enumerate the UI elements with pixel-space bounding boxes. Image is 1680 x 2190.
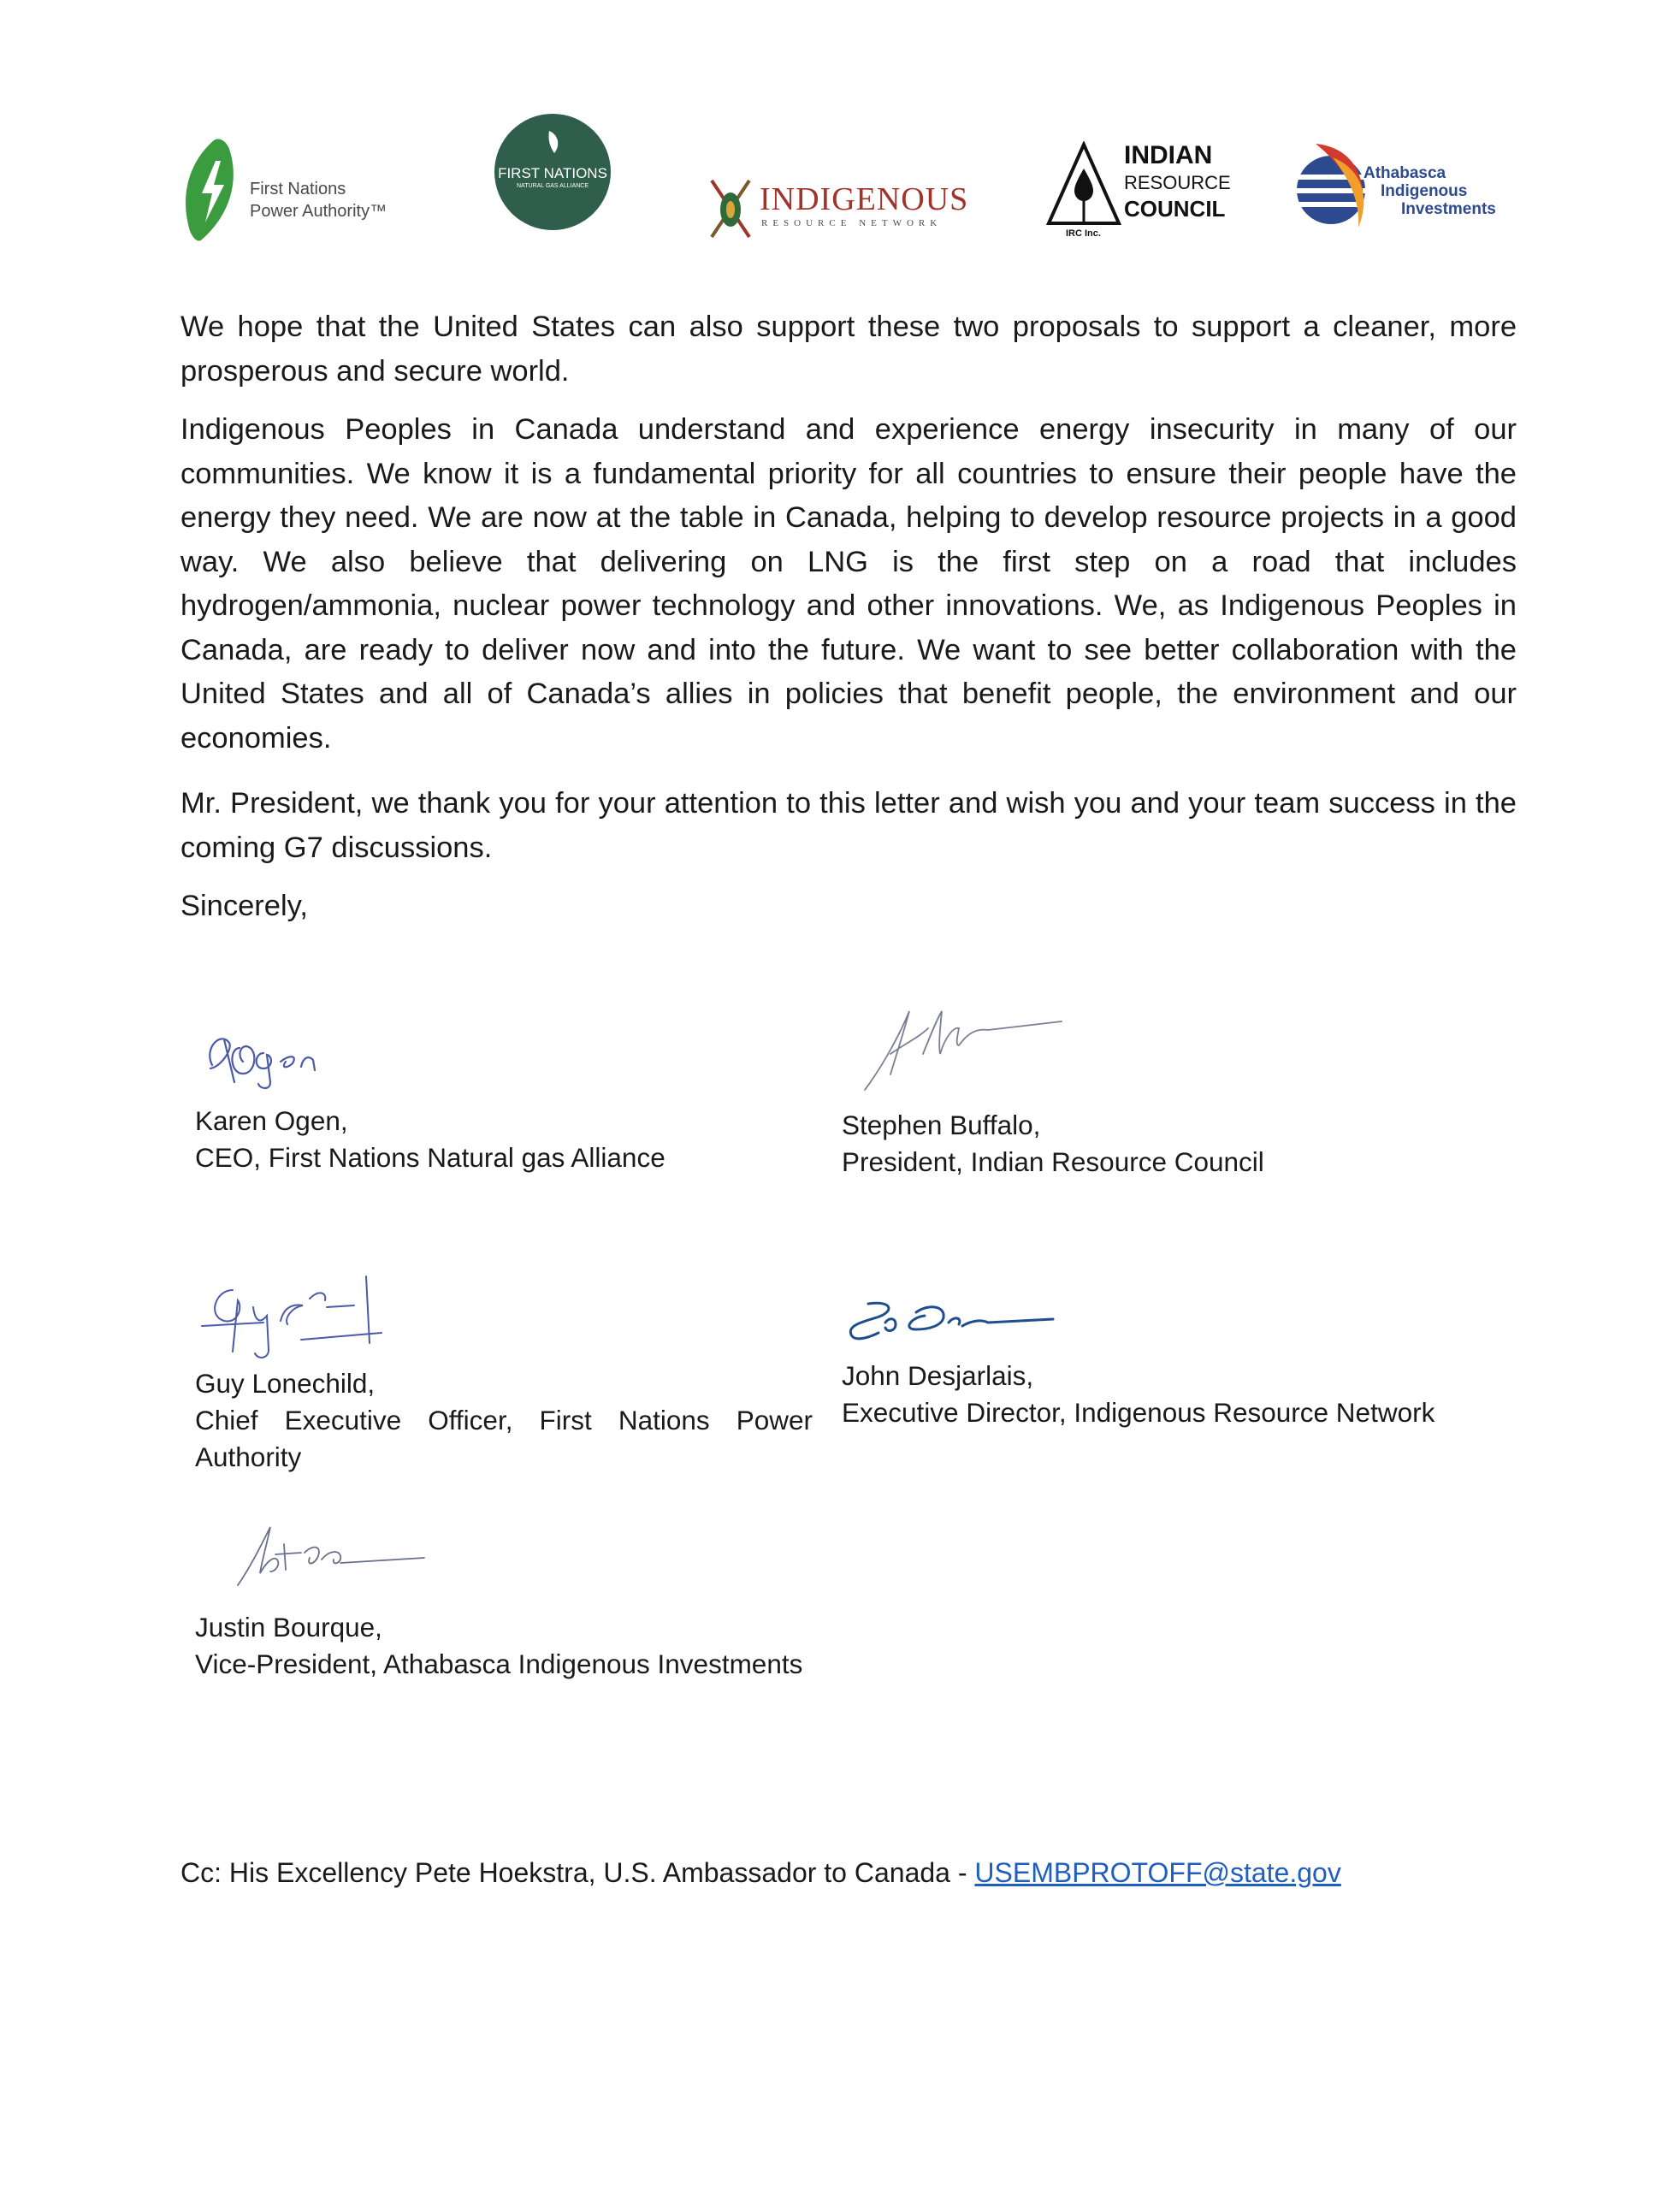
logo-athabasca-indigenous-investments [1290,139,1521,237]
closing: Sincerely, [180,890,308,922]
logo-irc-sub: IRC Inc. [1066,228,1101,239]
crossed-paddles-icon [707,175,754,242]
signatory-karen-ogen [195,1103,828,1176]
paragraph-thanks: Mr. President, we thank you for your attention to this letter and wish you and your team success in the coming G7 discussions. [180,787,1517,864]
signature-guy-lonechild [198,1273,387,1367]
signatory-name: Justin Bourque, [195,1612,382,1642]
oil-derrick-triangle-icon [1045,141,1122,227]
logo-fnnga-line1: FIRST NATIONS [498,165,607,181]
signatory-stephen-buffalo [842,1107,1492,1181]
cc-text: Cc: His Excellency Pete Hoekstra, U.S. Ambassador to Canada - [180,1857,975,1888]
logo-indian-resource-council [1045,141,1242,244]
signatory-name: John Desjarlais, [842,1360,1034,1391]
logo-indigenous-resource-network [707,175,969,244]
logo-irn-word: INDIGENOUS [760,181,969,217]
logo-irc-line2: RESOURCE [1124,172,1231,193]
signatory-john-desjarlais [842,1358,1492,1431]
cc-email-link[interactable]: USEMBPROTOFF@state.gov [974,1857,1341,1888]
logo-fnpa-line1: First Nations [250,180,346,198]
globe-swoosh-icon [1290,139,1375,234]
signature-justin-bourque [233,1518,429,1595]
cc-line [180,1855,1341,1891]
signatory-title: President, Indian Resource Council [842,1146,1264,1177]
signature-john-desjarlais [843,1292,1056,1360]
signatory-name: Stephen Buffalo, [842,1110,1041,1140]
leaf-lightning-icon [180,137,241,244]
signatory-name: Guy Lonechild, [195,1368,376,1399]
logo-irc-line1: INDIAN [1124,141,1213,169]
logo-aii-line1: Athabasca [1364,164,1446,182]
signatory-title: Vice-President, Athabasca Indigenous Investments [195,1648,803,1679]
signatory-justin-bourque [195,1609,896,1683]
logo-aii-line2: Indigenous [1381,182,1468,200]
signature-stephen-buffalo [860,1003,1074,1097]
logo-fnpa-line2: Power Authority™ [250,202,387,221]
logo-fnnga-line2: NATURAL GAS ALLIANCE [516,183,589,189]
signature-karen-ogen [195,1014,383,1091]
logo-irc-line3: COUNCIL [1124,196,1226,222]
paragraph-support-proposals: We hope that the United States can also support these two proposals to support a cleaner, more prosperous and secure world. [180,311,1517,388]
logo-aii-line3: Investments [1401,200,1496,218]
signatory-title: Executive Director, Indigenous Resource Network [842,1397,1435,1428]
signatory-title: Chief Executive Officer, First Nations Power Authority [195,1405,813,1472]
logo-first-nations-power-authority [180,137,402,244]
signatory-title: CEO, First Nations Natural gas Alliance [195,1142,665,1173]
logo-irn-sub: RESOURCE NETWORK [761,218,943,228]
paragraph-energy-insecurity: Indigenous Peoples in Canada understand and experience energy insecurity in many of our communities. We know it is a fundamental priority for all countries to ensure their people have the energy they need. We are now at the table in Canada, helping to develop resource projects in a good way. We also believe that delivering on LNG is the first step on a road that includes hydrogen/ammonia, nuclear power technology and other innovations. We, as Indigenous Peoples in Canada, are ready to deliver now and into the future. We want to see better collaboration with the United States and all of Canada’s allies in policies that benefit people, the environment and our economies. [180,413,1517,755]
logo-first-nations-natural-gas-alliance [494,114,611,230]
signatory-name: Karen Ogen, [195,1105,348,1136]
signatory-guy-lonechild [195,1365,813,1476]
